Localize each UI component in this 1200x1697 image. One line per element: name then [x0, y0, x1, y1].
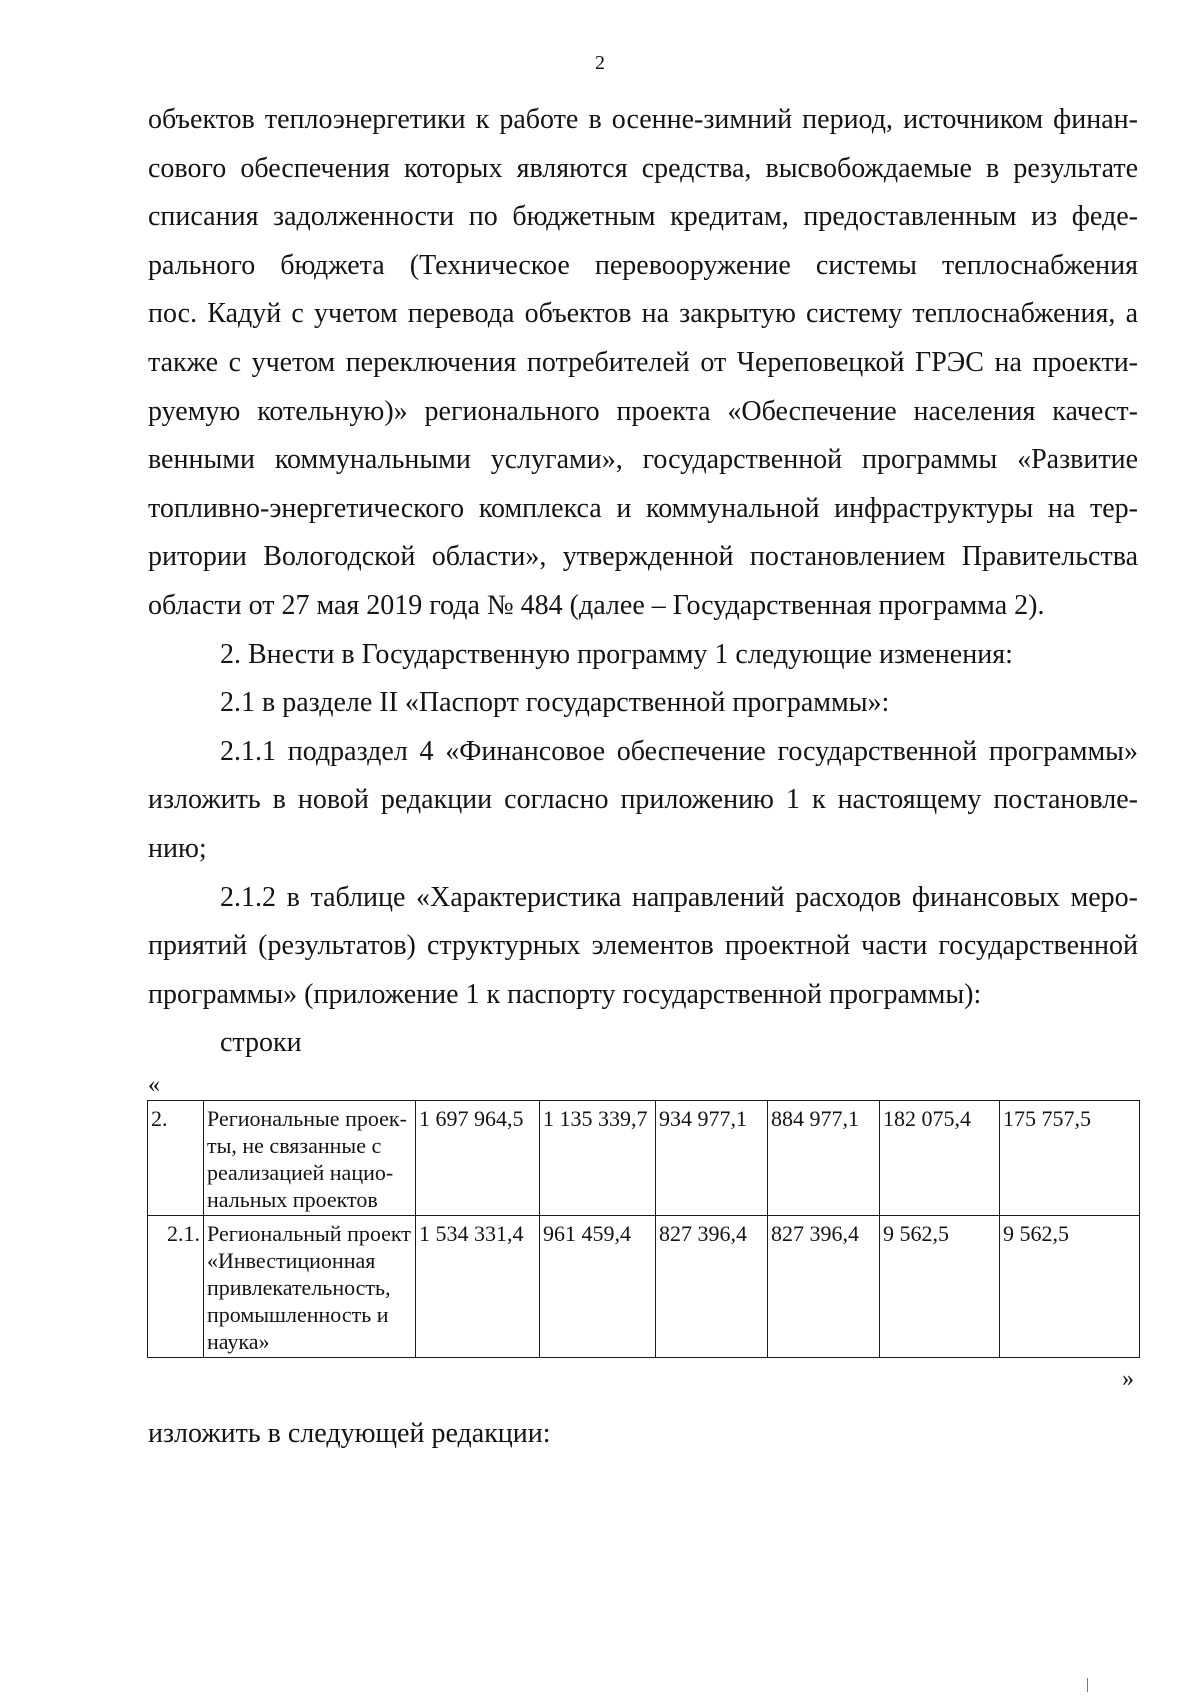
paragraph-line: объектов теплоэнергетики к работе в осенне-зимний период, источником финан-: [148, 104, 1138, 135]
item-2-1-2-line: приятий (результатов) структурных элементов проектной части государственной: [148, 930, 1138, 962]
closing-text: изложить в следующей редакции:: [148, 1418, 551, 1449]
paragraph-line: области от 27 мая 2019 года № 484 (далее – Государственная программа 2).: [148, 589, 1045, 621]
table-row: [148, 1101, 1140, 1216]
document-body: [148, 96, 1138, 1068]
paragraph-line: списания задолженности по бюджетным кредитам, предоставленным из феде-: [148, 201, 1138, 233]
table-cell: 1 135 339,7: [540, 1101, 656, 1216]
quote-close: »: [1122, 1366, 1134, 1392]
row-name: Региональные проек-ты, не связанные с реализацией нацио-нальных проектов: [204, 1101, 416, 1216]
page-number: 2: [595, 52, 605, 74]
item-2-1-2-line: программы» (приложение 1 к паспорту государственной программы):: [148, 978, 982, 1010]
item-2-1-2-line: 2.1.2 в таблице «Характеристика направлений расходов финансовых меро-: [220, 881, 1138, 913]
table-cell: 175 757,5: [1000, 1101, 1140, 1216]
item-2-1-1-line: изложить в новой редакции согласно приложению 1 к настоящему постановле-: [148, 784, 1138, 816]
item-2-1-1-line: нию;: [148, 832, 207, 864]
table-cell: 1 534 331,4: [416, 1216, 540, 1358]
row-name: Региональный проект «Инвестиционная привлекательность, промышленность и наука»: [204, 1216, 416, 1358]
paragraph-line: руемую котельную)» регионального проекта «Обеспечение населения качест-: [148, 395, 1138, 427]
paragraph-line: пос. Кадуй с учетом перевода объектов на закрытую систему теплоснабжения, а: [148, 298, 1138, 330]
paragraph-line: рального бюджета (Техническое перевооружение системы теплоснабжения: [148, 249, 1138, 281]
scan-mark: [1087, 1678, 1088, 1692]
paragraph-line: ритории Вологодской области», утвержденной постановлением Правительства: [148, 541, 1138, 573]
table-cell: 827 396,4: [656, 1216, 768, 1358]
paragraph-line: также с учетом переключения потребителей от Череповецкой ГРЭС на проекти-: [148, 346, 1138, 378]
rows-table: [147, 1100, 1140, 1358]
item-2-1-1-line: 2.1.1 подраздел 4 «Финансовое обеспечение государственной программы»: [220, 735, 1138, 767]
table-cell: 827 396,4: [768, 1216, 880, 1358]
item-2: 2. Внести в Государственную программу 1 следующие изменения:: [220, 638, 1013, 670]
table-cell: 9 562,5: [1000, 1216, 1140, 1358]
item-2-1: 2.1 в разделе II «Паспорт государственной программы»:: [220, 687, 890, 719]
table-row: [148, 1216, 1140, 1358]
paragraph-line: сового обеспечения которых являются средства, высвобождаемые в результате: [148, 152, 1138, 184]
rows-label: строки: [220, 1027, 302, 1059]
table-cell: 1 697 964,5: [416, 1101, 540, 1216]
paragraph-line: топливно-энергетического комплекса и коммунальной инфраструктуры на тер-: [148, 492, 1138, 524]
quote-open: «: [148, 1072, 160, 1098]
table-cell: 961 459,4: [540, 1216, 656, 1358]
table-cell: 884 977,1: [768, 1101, 880, 1216]
paragraph-line: венными коммунальными услугами», государственной программы «Развитие: [148, 444, 1138, 476]
row-number: 2.1.: [148, 1216, 204, 1358]
row-number: 2.: [148, 1101, 204, 1216]
table-cell: 182 075,4: [880, 1101, 1000, 1216]
table-cell: 934 977,1: [656, 1101, 768, 1216]
table-cell: 9 562,5: [880, 1216, 1000, 1358]
